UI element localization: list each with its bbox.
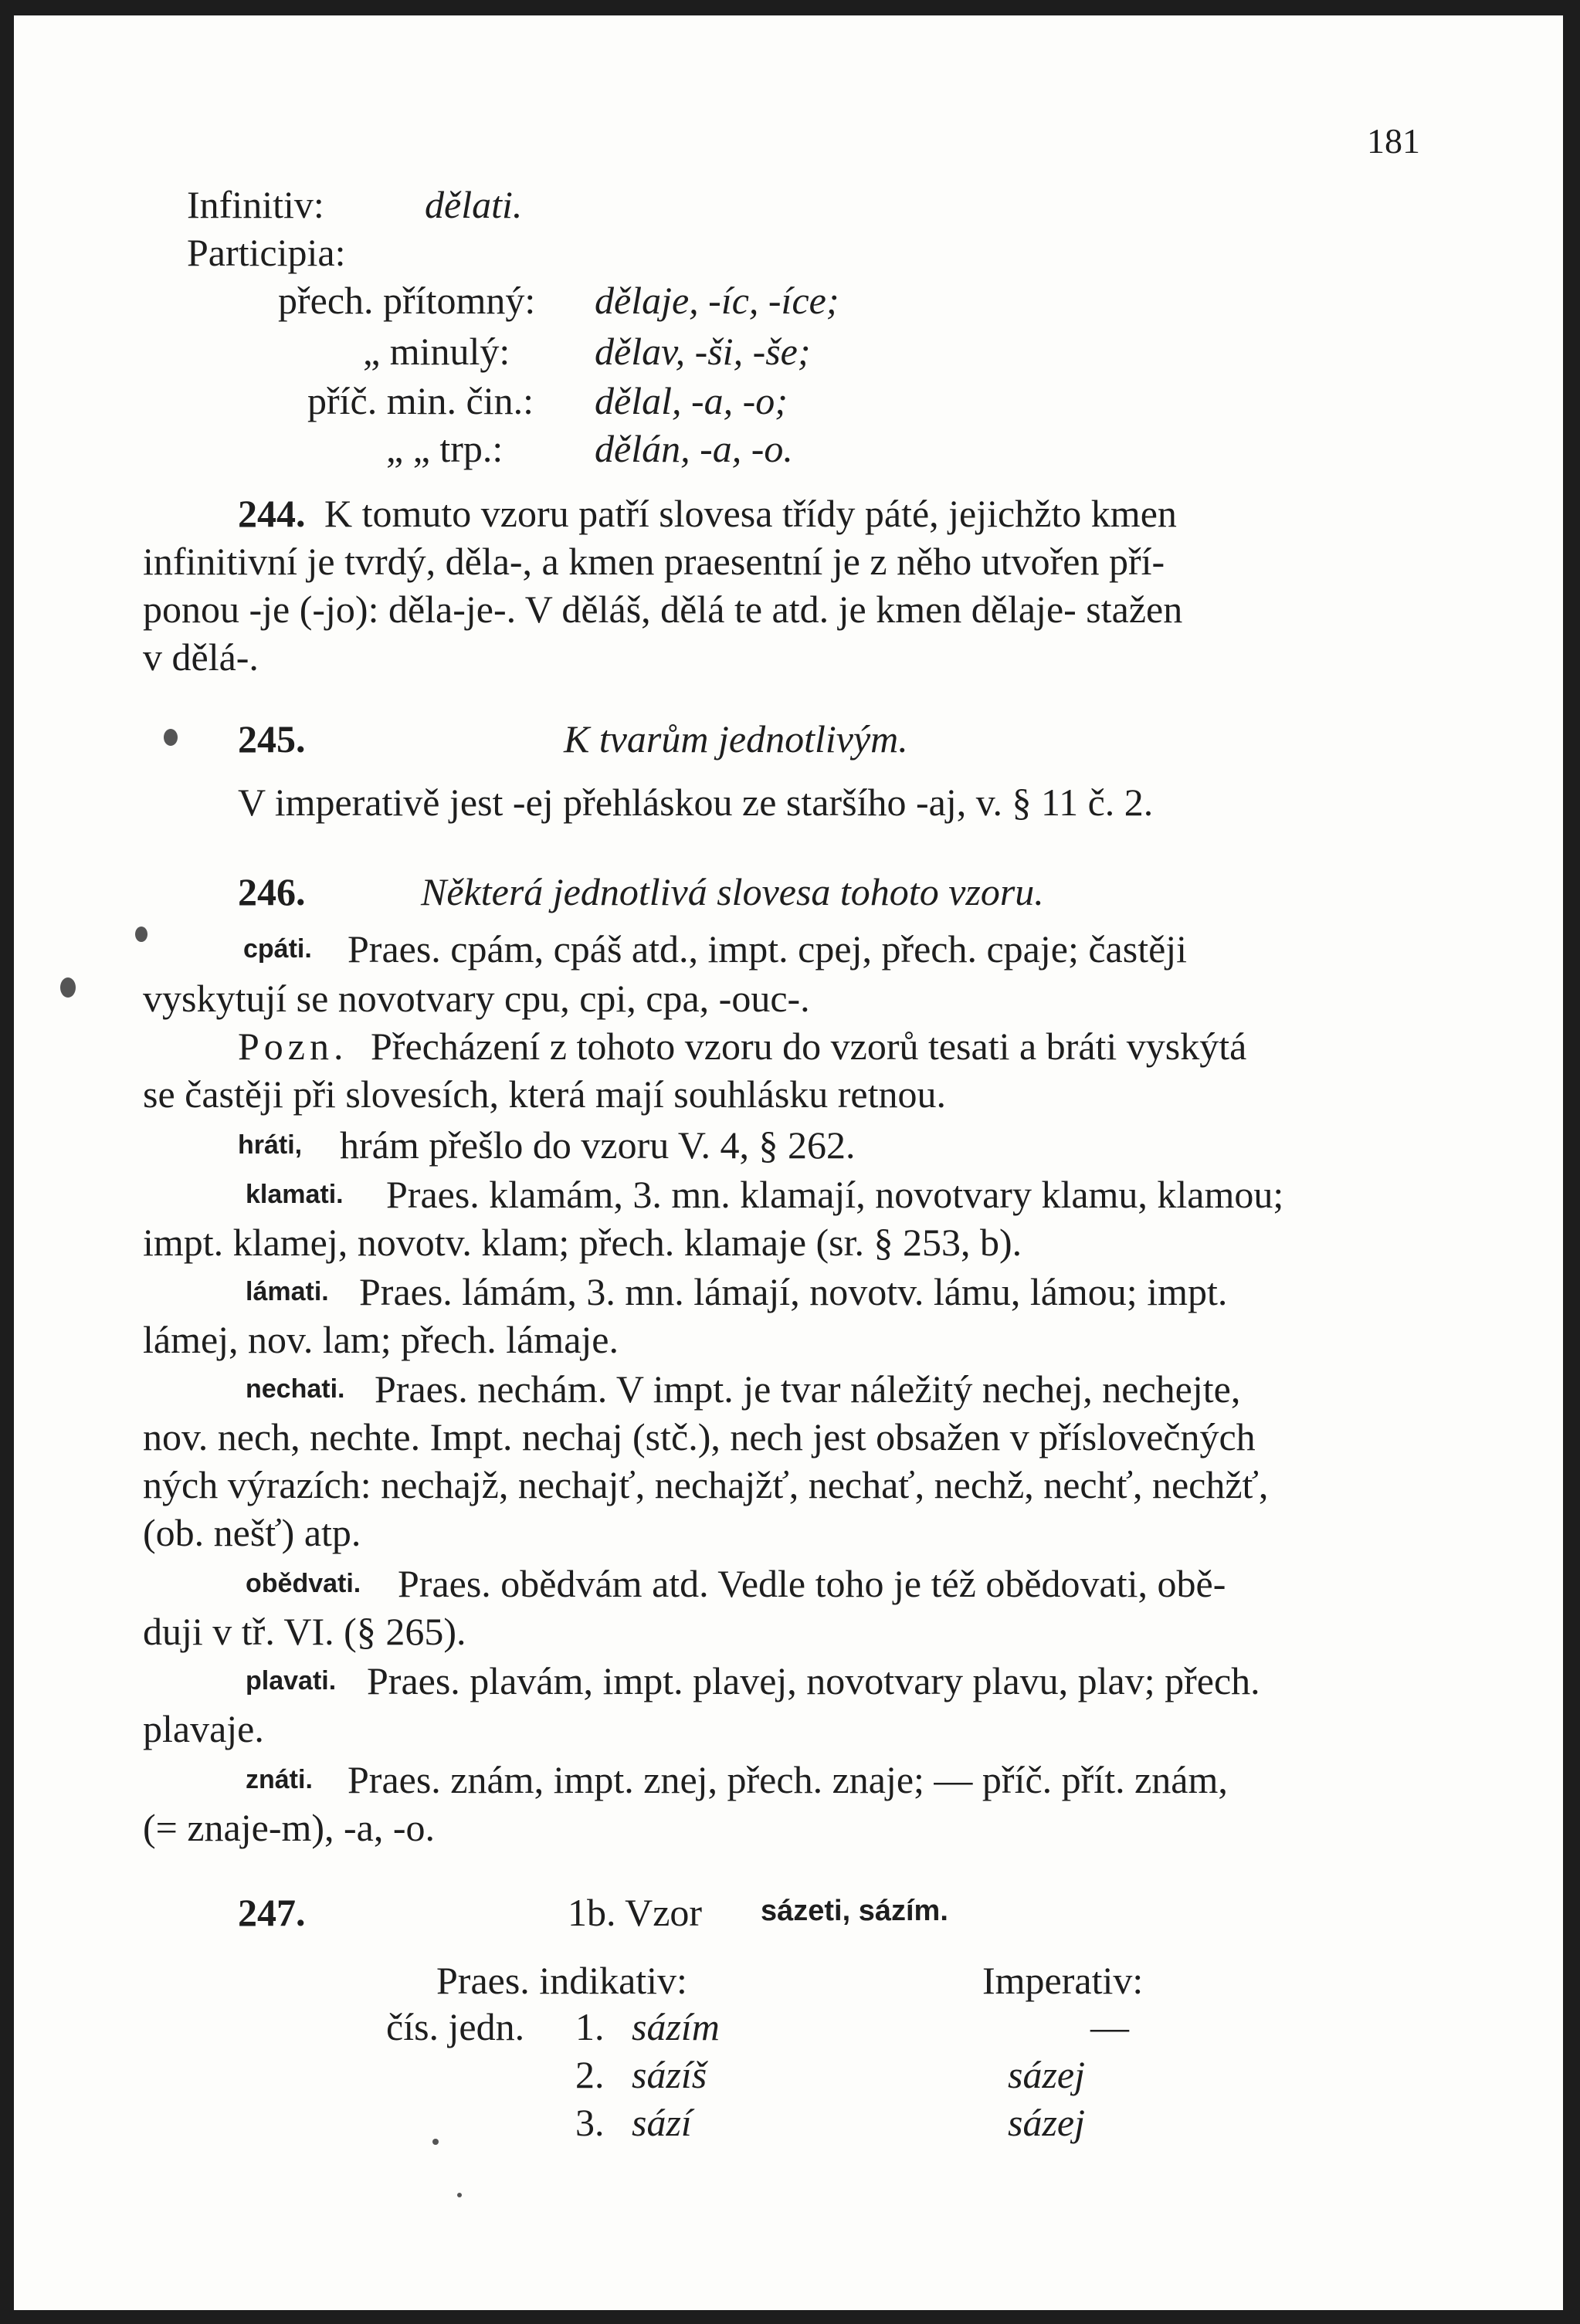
infinitiv-value: dělati. xyxy=(425,183,523,226)
participle-value-2: dělav, -ši, -še; xyxy=(595,330,811,373)
praes-form-2: sázíš xyxy=(632,2053,707,2096)
paragraph-244-line-1: K tomuto vzoru patří slovesa třídy páté, jejichžto kmen xyxy=(324,492,1177,535)
entry-nechati-line-3: ných výrazích: nechajž, nechajť, nechajžť, nechať, nechž, nechť, nechžť, xyxy=(143,1463,1269,1506)
entry-word-obedvati: obědvati. xyxy=(246,1569,361,1598)
praes-form-3: sází xyxy=(632,2101,692,2144)
entry-word-znati: znáti. xyxy=(246,1765,313,1794)
imper-form-2: sázej xyxy=(1008,2053,1085,2096)
participle-label-4: „ „ trp.: xyxy=(386,427,503,470)
entry-klamati-line-2: impt. klamej, novotv. klam; přech. klamaje (sr. § 253, b). xyxy=(143,1221,1022,1264)
ink-speck xyxy=(432,2139,439,2145)
person-2: 2. xyxy=(575,2053,605,2096)
entry-cpati-line-2: vyskytují se novotvary cpu, cpi, cpa, -ouc-. xyxy=(143,977,810,1020)
entry-word-pozn: Pozn. xyxy=(238,1025,348,1068)
entry-klamati-line-1: Praes. klamám, 3. mn. klamají, novotvary klamu, klamou; xyxy=(386,1173,1284,1216)
paragraph-246-number: 246. xyxy=(238,870,306,913)
vzor-name: sázeti, sázím. xyxy=(761,1895,948,1927)
imper-form-3: sázej xyxy=(1008,2101,1085,2144)
entry-nechati-line-2: nov. nech, nechte. Impt. nechaj (stč.), nech jest obsažen v příslovečných xyxy=(143,1415,1256,1458)
paragraph-245-number: 245. xyxy=(238,717,306,761)
entry-hrati-line-1: hrám přešlo do vzoru V. 4, § 262. xyxy=(340,1123,856,1167)
entry-plavati-line-1: Praes. plavám, impt. plavej, novotvary plavu, plav; přech. xyxy=(367,1659,1260,1702)
page-number: 181 xyxy=(1367,121,1420,161)
person-3: 3. xyxy=(575,2101,605,2144)
entry-obedvati-line-2: duji v tř. VI. (§ 265). xyxy=(143,1610,466,1653)
number-label: čís. jedn. xyxy=(386,2005,525,2048)
participle-value-1: dělaje, -íc, -íce; xyxy=(595,279,839,322)
infinitiv-label: Infinitiv: xyxy=(187,183,324,226)
person-1: 1. xyxy=(575,2005,605,2048)
paragraph-244-line-3: ponou -je (-jo): děla-je-. V děláš, dělá te atd. je kmen dělaje- stažen xyxy=(143,588,1183,631)
imperativ-header: Imperativ: xyxy=(982,1959,1144,2002)
participle-value-4: dělán, -a, -o. xyxy=(595,427,793,470)
participle-label-1: přech. přítomný: xyxy=(278,279,536,322)
praes-header: Praes. indikativ: xyxy=(436,1959,687,2002)
entry-nechati-line-4: (ob. nešť) atp. xyxy=(143,1511,361,1554)
paragraph-245-text: V imperativě jest -ej přehláskou ze staršího -aj, v. § 11 č. 2. xyxy=(238,781,1154,824)
imper-form-1: — xyxy=(1090,2005,1129,2048)
paragraph-244-number: 244. xyxy=(238,492,306,535)
entry-plavati-line-2: plavaje. xyxy=(143,1707,264,1750)
entry-znati-line-1: Praes. znám, impt. znej, přech. znaje; — příč. přít. znám, xyxy=(348,1758,1228,1801)
participle-value-3: dělal, -a, -o; xyxy=(595,379,788,422)
entry-word-lamati: lámati. xyxy=(246,1277,329,1306)
participia-label: Participia: xyxy=(187,231,346,274)
paragraph-245-heading: K tvarům jednotlivým. xyxy=(564,717,908,761)
entry-word-klamati: klamati. xyxy=(246,1180,344,1209)
paragraph-246-heading: Některá jednotlivá slovesa tohoto vzoru. xyxy=(421,870,1044,913)
entry-obedvati-line-1: Praes. obědvám atd. Vedle toho je též obědovati, obě- xyxy=(398,1562,1226,1605)
ink-speck xyxy=(135,927,147,942)
entry-word-cpati: cpáti. xyxy=(243,934,312,964)
participle-label-2: „ minulý: xyxy=(363,330,510,373)
vzor-prefix: 1b. Vzor xyxy=(568,1891,703,1934)
entry-cpati-line-1: Praes. cpám, cpáš atd., impt. cpej, přech. cpaje; častěji xyxy=(348,927,1188,971)
praes-form-1: sázím xyxy=(632,2005,720,2048)
entry-lamati-line-2: lámej, nov. lam; přech. lámaje. xyxy=(143,1318,619,1361)
entry-nechati-line-1: Praes. nechám. V impt. je tvar náležitý nechej, nechejte, xyxy=(375,1367,1241,1411)
ink-speck xyxy=(164,729,178,746)
entry-word-hrati: hráti, xyxy=(238,1130,303,1160)
paragraph-244-line-4: v dělá-. xyxy=(143,635,259,679)
ink-speck xyxy=(60,977,76,998)
entry-znati-line-2: (= znaje-m), -a, -o. xyxy=(143,1806,436,1849)
entry-pozn-line-1: Přecházení z tohoto vzoru do vzorů tesati a bráti vyskýtá xyxy=(371,1025,1247,1068)
entry-lamati-line-1: Praes. lámám, 3. mn. lámají, novotv. lámu, lámou; impt. xyxy=(359,1270,1228,1313)
entry-word-nechati: nechati. xyxy=(246,1374,345,1404)
participle-label-3: příč. min. čin.: xyxy=(307,379,534,422)
paragraph-244-line-2: infinitivní je tvrdý, děla-, a kmen praesentní je z něho utvořen pří- xyxy=(143,540,1165,583)
paragraph-247-number: 247. xyxy=(238,1891,306,1934)
entry-pozn-line-2: se častěji při slovesích, která mají souhlásku retnou. xyxy=(143,1072,947,1116)
entry-word-plavati: plavati. xyxy=(246,1666,337,1696)
ink-speck xyxy=(457,2193,462,2197)
